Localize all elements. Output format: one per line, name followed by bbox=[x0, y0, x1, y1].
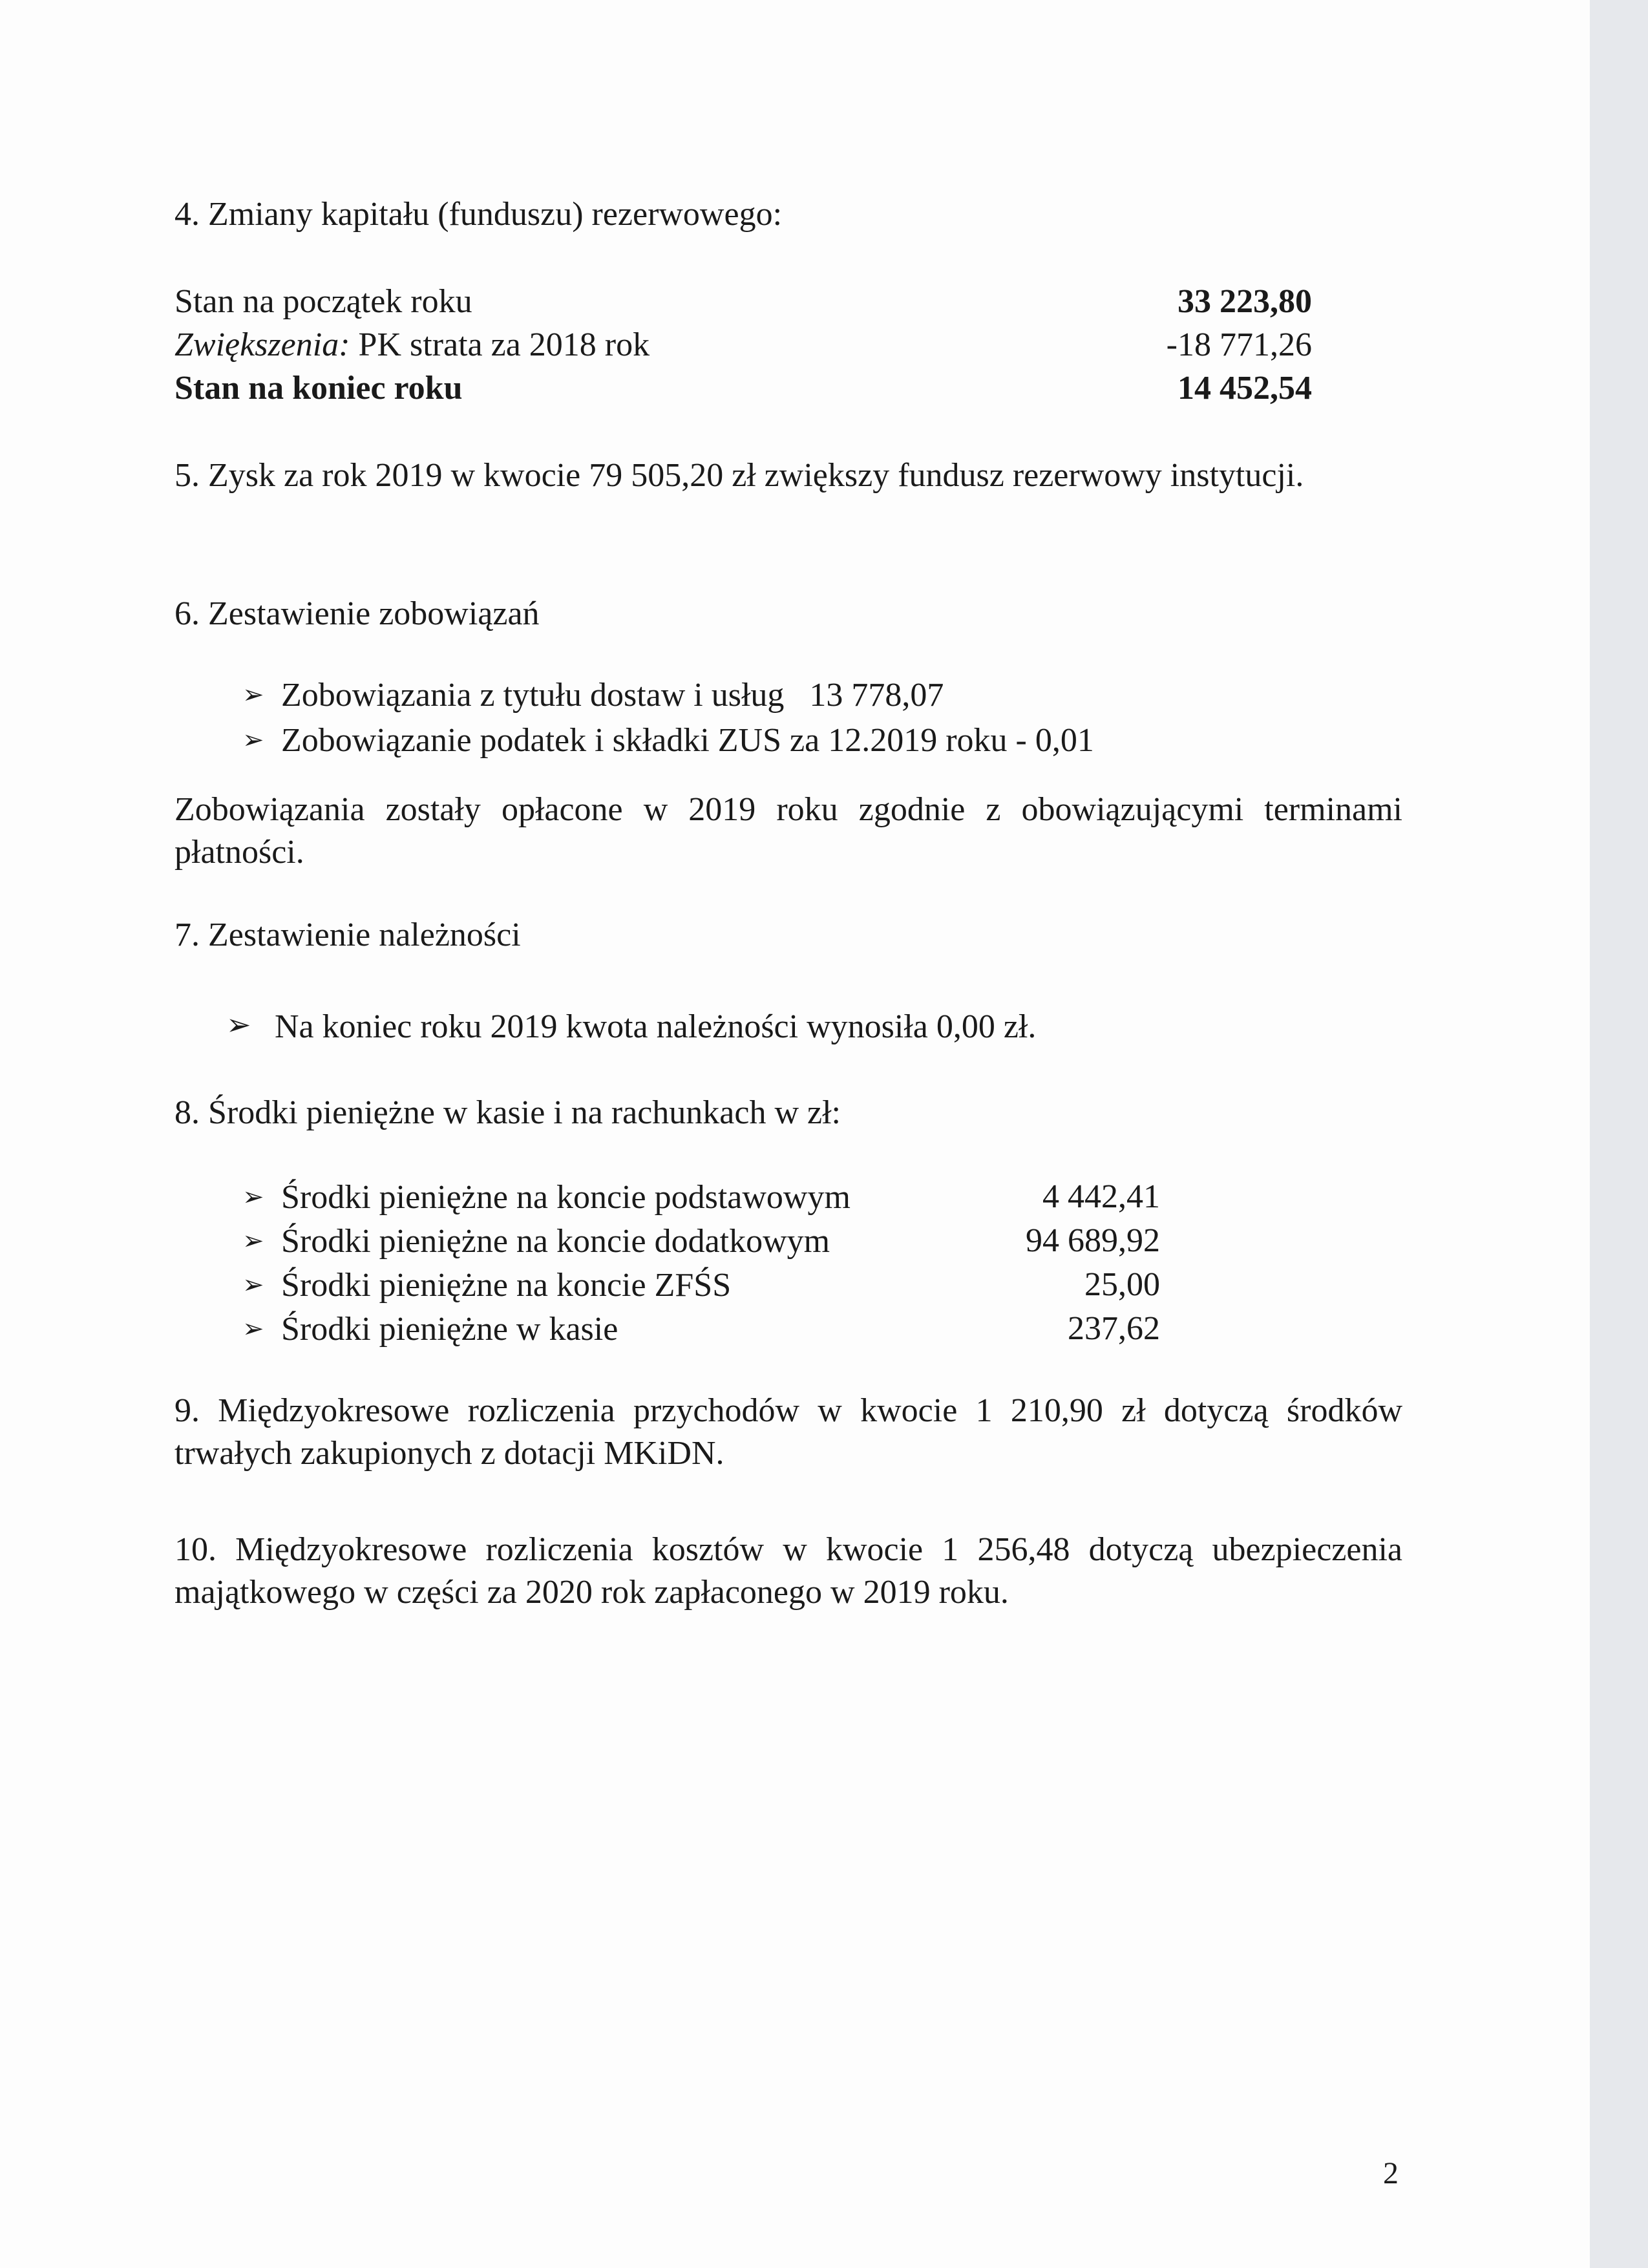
arrow-bullet-icon: ➢ bbox=[242, 1314, 264, 1344]
cash-item-value: 94 689,92 bbox=[1026, 1222, 1160, 1259]
liabilities-item-1 bbox=[242, 674, 944, 716]
cash-item-value: 25,00 bbox=[1084, 1266, 1160, 1303]
reserve-end-label: Stan na koniec roku bbox=[174, 370, 463, 407]
reserve-start-value: 33 223,80 bbox=[1178, 283, 1312, 320]
cash-item-label: ➢ Środki pieniężne na koncie podstawowym bbox=[242, 1176, 850, 1218]
reserve-end-value: 14 452,54 bbox=[1178, 370, 1312, 407]
cash-item-label: ➢ Środki pieniężne na koncie dodatkowym bbox=[242, 1220, 830, 1262]
section-10-text: 10. Międzyokresowe rozliczenia kosztów w kwocie 1 256,48 dotyczą ubezpieczenia majątkowego w części za 2020 rok zapłaconego w 2019 roku. bbox=[174, 1531, 1402, 1611]
reserve-increase-label-italic: Zwiększenia: bbox=[174, 326, 350, 363]
arrow-bullet-icon: ➢ bbox=[242, 725, 264, 755]
arrow-bullet-icon: ➢ bbox=[242, 1182, 264, 1212]
cash-item-value: 237,62 bbox=[1068, 1310, 1160, 1347]
receivables-item-1 bbox=[226, 1004, 1036, 1048]
cash-item-value: 4 442,41 bbox=[1042, 1178, 1160, 1215]
arrow-bullet-icon: ➢ bbox=[226, 1007, 251, 1042]
page-number: 2 bbox=[1383, 2156, 1399, 2190]
cash-item-label: ➢ Środki pieniężne w kasie bbox=[242, 1308, 618, 1350]
cash-item-label: ➢ Środki pieniężne na koncie ZFŚS bbox=[242, 1264, 731, 1306]
liabilities-item-2 bbox=[242, 719, 1094, 761]
section-6-heading: 6. Zestawienie zobowiązań bbox=[174, 595, 540, 632]
liabilities-item-2-text: Zobowiązanie podatek i składki ZUS za 12.2019 roku - 0,01 bbox=[281, 722, 1094, 759]
scan-edge bbox=[1590, 0, 1648, 2268]
reserve-increase-label-rest: PK strata za 2018 rok bbox=[350, 326, 650, 363]
section-4-heading: 4. Zmiany kapitału (funduszu) rezerwowego: bbox=[174, 196, 783, 233]
reserve-increase-value: -18 771,26 bbox=[1166, 326, 1312, 363]
reserve-start-label: Stan na początek roku bbox=[174, 283, 472, 320]
arrow-bullet-icon: ➢ bbox=[242, 1226, 264, 1256]
liabilities-item-1-text: Zobowiązania z tytułu dostaw i usług 13 778,07 bbox=[281, 677, 944, 714]
liabilities-note: Zobowiązania zostały opłacone w 2019 roku zgodnie z obowiązującymi terminami płatności. bbox=[174, 791, 1402, 871]
section-5-text: 5. Zysk za rok 2019 w kwocie 79 505,20 zł zwiększy fundusz rezerwowy instytucji. bbox=[174, 457, 1304, 494]
receivables-item-1-text: Na koniec roku 2019 kwota należności wynosiła 0,00 zł. bbox=[275, 1008, 1037, 1045]
arrow-bullet-icon: ➢ bbox=[242, 1270, 264, 1300]
arrow-bullet-icon: ➢ bbox=[242, 680, 264, 710]
reserve-increase-label bbox=[174, 324, 650, 366]
section-7-heading: 7. Zestawienie należności bbox=[174, 917, 521, 953]
section-8-heading: 8. Środki pieniężne w kasie i na rachunkach w zł: bbox=[174, 1094, 841, 1131]
section-9-text: 9. Międzyokresowe rozliczenia przychodów w kwocie 1 210,90 zł dotyczą środków trwałych zakupionych z dotacji MKiDN. bbox=[174, 1392, 1402, 1472]
